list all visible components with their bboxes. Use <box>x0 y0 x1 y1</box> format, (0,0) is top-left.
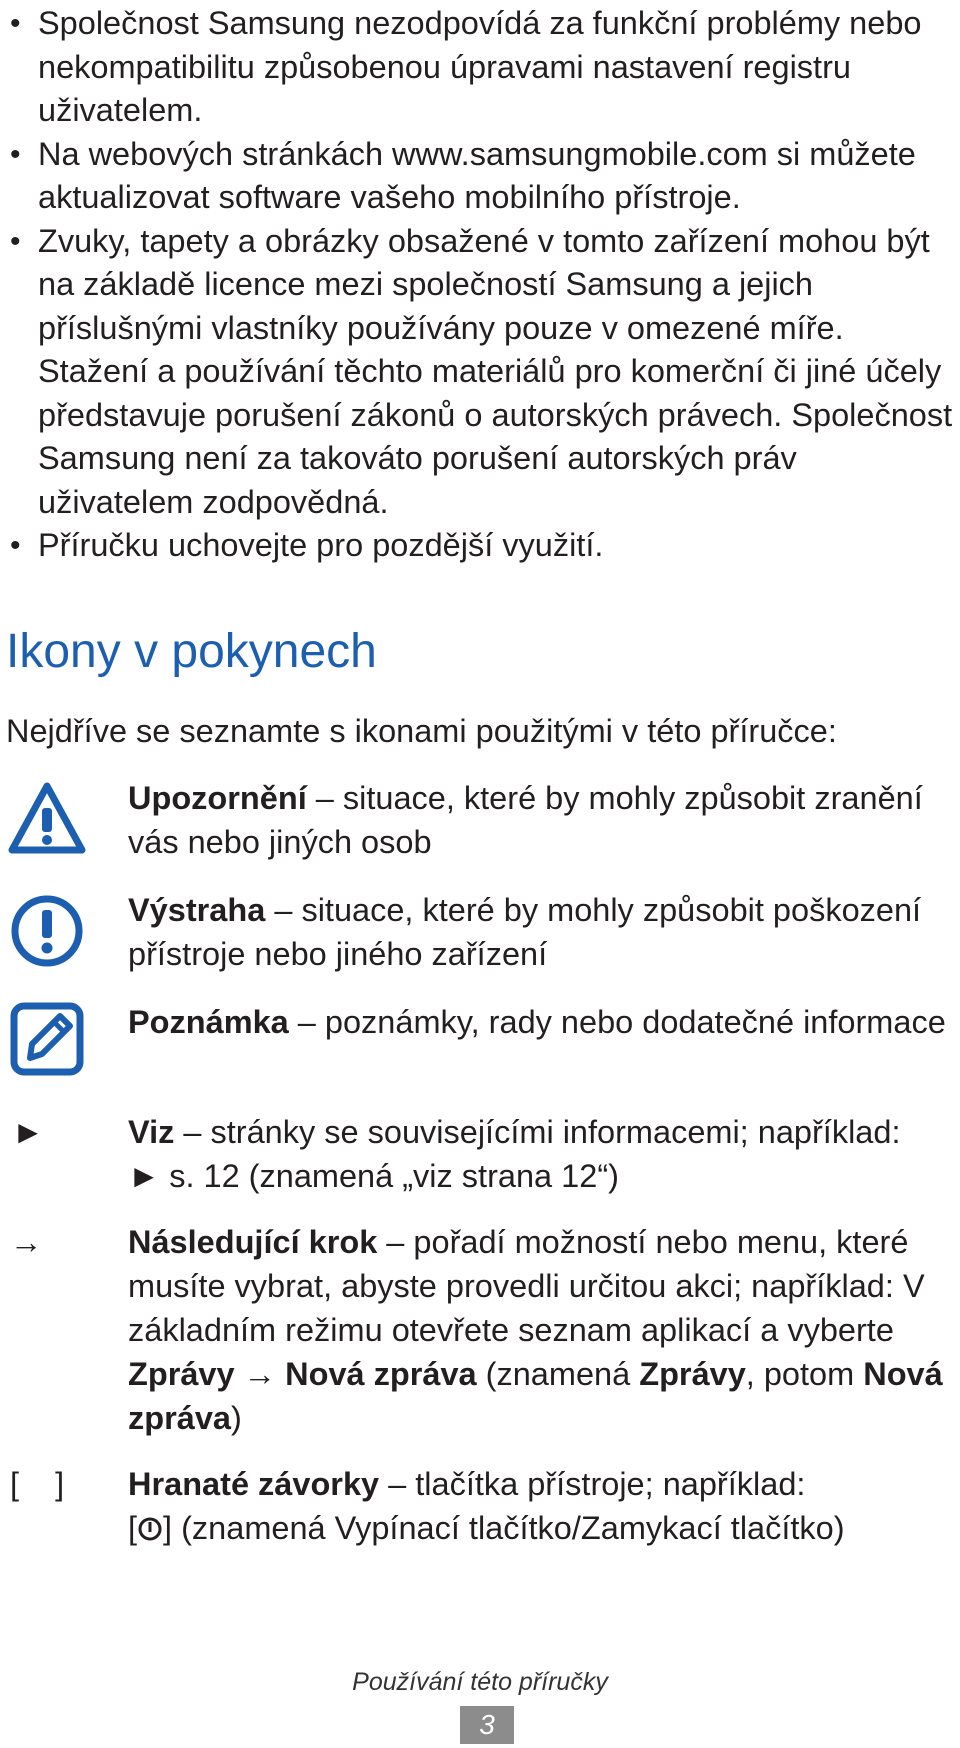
bullet-icon: • <box>10 224 21 258</box>
footer-title: Používání této příručky <box>352 1668 608 1696</box>
caution-term: Výstraha <box>128 892 266 928</box>
bullet-list <box>8 2 958 568</box>
note-pencil-icon <box>8 1000 86 1078</box>
warning-description: Upozornění – situace, které by mohly způsobit zranění vás nebo jiných osob <box>128 780 923 860</box>
next-step-description: Následující krok – pořadí možností nebo menu, které musíte vybrat, abyste provedli určitou akci; například: V základním režimu otevřete seznam aplikací a vyberte Zprávy → Nová zpráva (znamená Zprávy, potom Nová zpráva) <box>128 1224 943 1436</box>
note-description: Poznámka – poznámky, rady nebo dodatečné informace <box>128 1004 946 1040</box>
brackets-term: Hranaté závorky <box>128 1466 380 1502</box>
caution-circle-icon <box>8 892 86 970</box>
see-term: Viz <box>128 1114 175 1150</box>
list-item: • Příručku uchovejte pro pozdější využití. <box>8 524 958 568</box>
list-item: • Na webových stránkách www.samsungmobile.com si můžete aktualizovat software vašeho mobilního přístroje. <box>8 133 958 220</box>
bullet-icon: • <box>10 7 21 40</box>
section-heading: Ikony v pokynech <box>6 625 377 678</box>
see-example: ► s. 12 (znamená „viz strana 12“) <box>128 1158 619 1194</box>
page-number-badge: 3 <box>460 1706 514 1744</box>
brackets-description: Hranaté závorky – tlačítka přístroje; například: [ ] (znamená Vypínací tlačítko/Zamykací tlačítko) <box>128 1466 845 1546</box>
power-key-icon <box>137 1514 163 1542</box>
next-step-term: Následující krok <box>128 1224 378 1260</box>
list-item: • Zvuky, tapety a obrázky obsažené v tomto zařízení mohou být na základě licence mezi společností Samsung a jejich příslušnými vlastníky používány pouze v omezené míře. Stažení a používání těchto materiálů pro komerční či jiné účely představuje porušení zákonů o autorských právech. Společnost Samsung není za takováto porušení autorských práv uživatelem zodpovědná. <box>8 220 958 525</box>
bullet-icon: • <box>10 137 21 171</box>
section-intro: Nejdříve se seznamte s ikonami použitými v této příručce: <box>6 713 837 749</box>
bullet-icon: • <box>10 529 21 562</box>
warning-term: Upozornění <box>128 780 307 816</box>
warning-triangle-icon <box>8 780 86 858</box>
list-item: • Společnost Samsung nezodpovídá za funkční problémy nebo nekompatibilitu způsobenou úpravami nastavení registru uživatelem. <box>8 2 958 133</box>
see-description: Viz – stránky se souvisejícími informacemi; například: ► s. 12 (znamená „viz strana 12“) <box>128 1114 901 1194</box>
next-step-arrow-icon: → <box>10 1224 43 1260</box>
caution-description: Výstraha – situace, které by mohly způsobit poškození přístroje nebo jiného zařízení <box>128 892 922 972</box>
see-arrow-icon: ► <box>12 1114 45 1150</box>
brackets-icon: [ ] <box>10 1466 65 1502</box>
note-term: Poznámka <box>128 1004 289 1040</box>
